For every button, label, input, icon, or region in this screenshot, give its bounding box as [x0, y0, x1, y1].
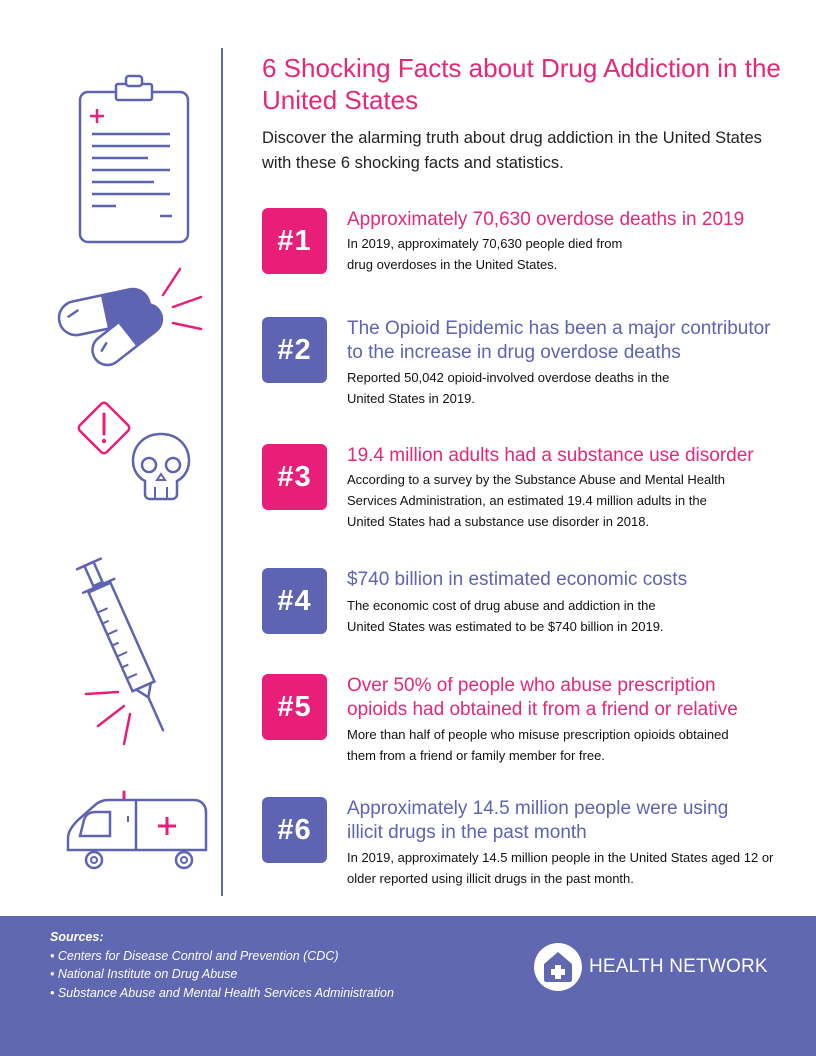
fact-body: According to a survey by the Substance Abuse and Mental Health Services Administration, an estimated 19.4 million adults in the United States had a substance use disorder in 2018.	[347, 472, 725, 529]
fact-heading: Over 50% of people who abuse prescription opioids had obtained it from a friend or relative	[347, 675, 738, 720]
fact-heading: Approximately 14.5 million people were using illicit drugs in the past month	[347, 798, 729, 843]
fact-body: In 2019, approximately 14.5 million people in the United States aged 12 or older reported using illicit drugs in the past month.	[347, 850, 774, 886]
source-item: • Substance Abuse and Mental Health Services Administration	[50, 985, 394, 1000]
fact-number-badge: #5	[262, 674, 327, 740]
page-title: 6 Shocking Facts about Drug Addiction in the United States	[262, 53, 781, 115]
sources-heading: Sources:	[50, 930, 104, 944]
fact-heading: The Opioid Epidemic has been a major contributor to the increase in drug overdose deaths	[347, 318, 771, 363]
fact-heading: Approximately 70,630 overdose deaths in 2019	[347, 209, 745, 230]
fact-number-badge: #2	[262, 317, 327, 383]
fact-number-badge: #1	[262, 208, 327, 274]
fact-number-badge: #6	[262, 797, 327, 863]
plus-house-icon	[534, 943, 582, 991]
page-intro: Discover the alarming truth about drug addiction in the United States with these 6 shocking facts and statistics.	[262, 129, 762, 172]
pills-icon	[55, 265, 205, 365]
fact-body: More than half of people who misuse prescription opioids obtained them from a friend or family member for free.	[347, 727, 729, 763]
sources-list	[50, 928, 394, 1002]
fact-number-badge: #4	[262, 568, 327, 634]
brand	[534, 943, 768, 991]
brand-name: HEALTH NETWORK	[589, 956, 768, 977]
vertical-divider	[221, 48, 223, 896]
source-item: • National Institute on Drug Abuse	[50, 967, 238, 981]
fact-body: The economic cost of drug abuse and addiction in the United States was estimated to be $740 billion in 2019.	[347, 598, 664, 634]
ambulance-icon	[64, 790, 210, 870]
icon-column	[0, 0, 221, 910]
fact-heading: $740 billion in estimated economic costs	[347, 569, 688, 590]
skull-icon	[131, 432, 191, 502]
fact-heading: 19.4 million adults had a substance use disorder	[347, 445, 754, 466]
fact-body: Reported 50,042 opioid-involved overdose deaths in the United States in 2019.	[347, 370, 670, 406]
fact-number-badge: #3	[262, 444, 327, 510]
warning-icon	[72, 396, 136, 460]
source-item: • Centers for Disease Control and Prevention (CDC)	[50, 948, 339, 963]
footer	[0, 916, 816, 1056]
clipboard-icon	[78, 74, 190, 244]
fact-body: In 2019, approximately 70,630 people died from drug overdoses in the United States.	[347, 236, 623, 272]
syringe-icon	[84, 548, 194, 748]
